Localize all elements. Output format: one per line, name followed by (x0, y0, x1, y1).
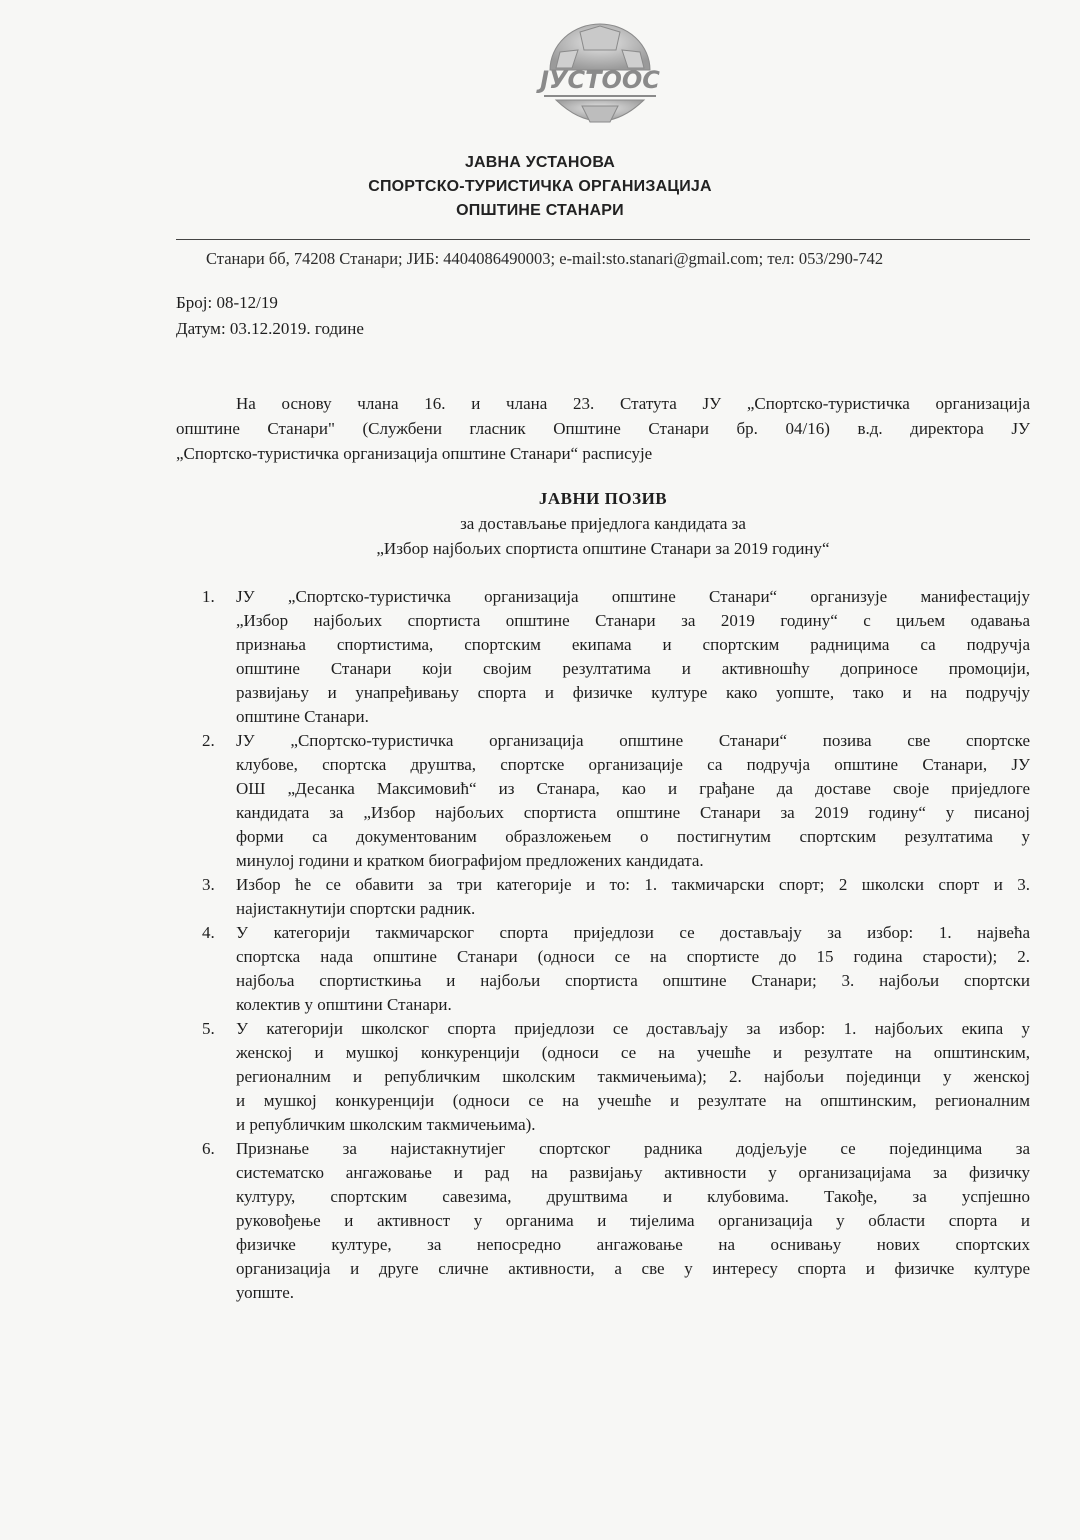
numbered-list (196, 585, 1030, 1305)
list-item-line: општине Станари. (236, 707, 369, 726)
list-item-number: 2. (202, 731, 215, 750)
intro-line: На основу члана 16. и члана 23. Статута ЈУ „Спортско-туристичка организација (236, 394, 1030, 413)
list-item (196, 729, 1030, 873)
list-item-line: најистакнутији спортски радник. (236, 899, 476, 918)
list-item-number: 6. (202, 1139, 215, 1158)
svg-text:ЈУСТООС: ЈУСТООС (540, 66, 660, 94)
list-item-line: и републичким школским такмичењима). (236, 1115, 536, 1134)
intro-line: општине Станари" (Службени гласник Општине Станари бр. 04/16) в.д. директора ЈУ (176, 419, 1030, 438)
organization-logo (520, 22, 680, 137)
list-item-line: руковођење и активност у органима и тијелима организација у области спорта и (236, 1211, 1030, 1230)
document-number: Број: 08-12/19 (176, 293, 278, 312)
list-item-number: 1. (202, 587, 215, 606)
list-item-line: У категорији такмичарског спорта приједлози се достављају за избор: 1. највећа (236, 923, 1030, 942)
list-item-line: општине Станари који својим резултатима и активношћу доприносе промоцији, (236, 659, 1030, 678)
list-item (196, 873, 1030, 921)
list-item (196, 1137, 1030, 1305)
document-subtitle-1: за достављање приједлога кандидата за (460, 514, 746, 533)
list-item-line: најбоља спортисткиња и најбољи спортиста општине Станари; 3. најбољи спортски (236, 971, 1030, 990)
list-item-line: женској и мушкој конкуренцији (односи се на учешће и резултате на општинским, (236, 1043, 1030, 1062)
list-item-line: У категорији школског спорта приједлози се достављају за избор: 1. најбољих екипа у (236, 1019, 1030, 1038)
list-item-line: организација и друге сличне активности, а све у интересу спорта и физичке културе (236, 1259, 1030, 1278)
list-item-line: регионалним и републичким школским такмичењима); 2. најбољи појединци у женској (236, 1067, 1030, 1086)
contact-line: Станари бб, 74208 Станари; ЈИБ: 4404086490003; e-mail:sto.stanari@gmail.com; тел: 053/290-742 (206, 249, 884, 268)
list-item-line: „Избор најбољих спортиста општине Станари за 2019 годину“ с циљем одавања (236, 611, 1030, 630)
list-item-line: Признање за најистакнутијег спортског радника додјељује се појединцима за (236, 1139, 1030, 1158)
list-item (196, 921, 1030, 1017)
list-item-line: клубове, спортска друштва, спортске организације са подручја општине Станари, ЈУ (236, 755, 1030, 774)
intro-line: „Спортско-туристичка организација општине Станари“ расписује (176, 444, 653, 463)
list-item-line: колектив у општини Станари. (236, 995, 452, 1014)
list-item-line: кандидата за „Избор најбољих спортиста општине Станари за 2019 годину“ у писаној (236, 803, 1030, 822)
list-item-line: развијању и унапређивању спорта и физичке културе како уопште, тако и на подручју (236, 683, 1030, 702)
list-item-number: 3. (202, 875, 215, 894)
list-item-line: и мушкој конкуренцији (односи се на учешће и резултате на општинским, регионалним (236, 1091, 1030, 1110)
list-item-line: уопште. (236, 1283, 294, 1302)
org-title-line3: ОПШТИНЕ СТАНАРИ (456, 202, 624, 219)
list-item-number: 4. (202, 923, 215, 942)
list-item-line: минулој години и кратком биографијом предложених кандидата. (236, 851, 704, 870)
list-item-line: ОШ „Десанка Максимовић“ из Станара, као и грађане да доставе своје приједлоге (236, 779, 1030, 798)
org-title-line1: ЈАВНА УСТАНОВА (464, 154, 616, 171)
document-subtitle-2: „Избор најбољих спортиста општине Станари за 2019 годину“ (376, 539, 830, 558)
org-title-line2: СПОРТСКО-ТУРИСТИЧКА ОРГАНИЗАЦИЈА (368, 178, 712, 195)
list-item-line: спортска нада општине Станари (односи се на спортисте до 15 година старости); 2. (236, 947, 1030, 966)
list-item-number: 5. (202, 1019, 215, 1038)
list-item-line: форми са документованим образложењем о постигнутим спортским резултатима у (236, 827, 1030, 846)
document-date: Датум: 03.12.2019. године (176, 319, 364, 338)
list-item-line: физичке културе, за непосредно ангажовање на оснивању нових спортских (236, 1235, 1030, 1254)
list-item-line: систематско ангажовање и рад на развијању активности у организацијама за физичку (236, 1163, 1030, 1182)
list-item-line: ЈУ „Спортско-туристичка организација општине Станари“ организује манифестацију (236, 587, 1030, 606)
list-item-line: ЈУ „Спортско-туристичка организација општине Станари“ позива све спортске (236, 731, 1030, 750)
list-item (196, 585, 1030, 729)
header-divider (176, 239, 1030, 240)
document-title: ЈАВНИ ПОЗИВ (538, 489, 668, 508)
list-item-line: културу, спортским савезима, друштвима и клубовима. Такође, за успјешно (236, 1187, 1030, 1206)
list-item (196, 1017, 1030, 1137)
list-item-line: Избор ће се обавити за три категорије и то: 1. такмичарски спорт; 2 школски спорт и 3. (236, 875, 1030, 894)
intro-paragraph (176, 391, 1030, 466)
list-item-line: признања спортистима, спортским екипама и спортским радницима са подручја (236, 635, 1030, 654)
